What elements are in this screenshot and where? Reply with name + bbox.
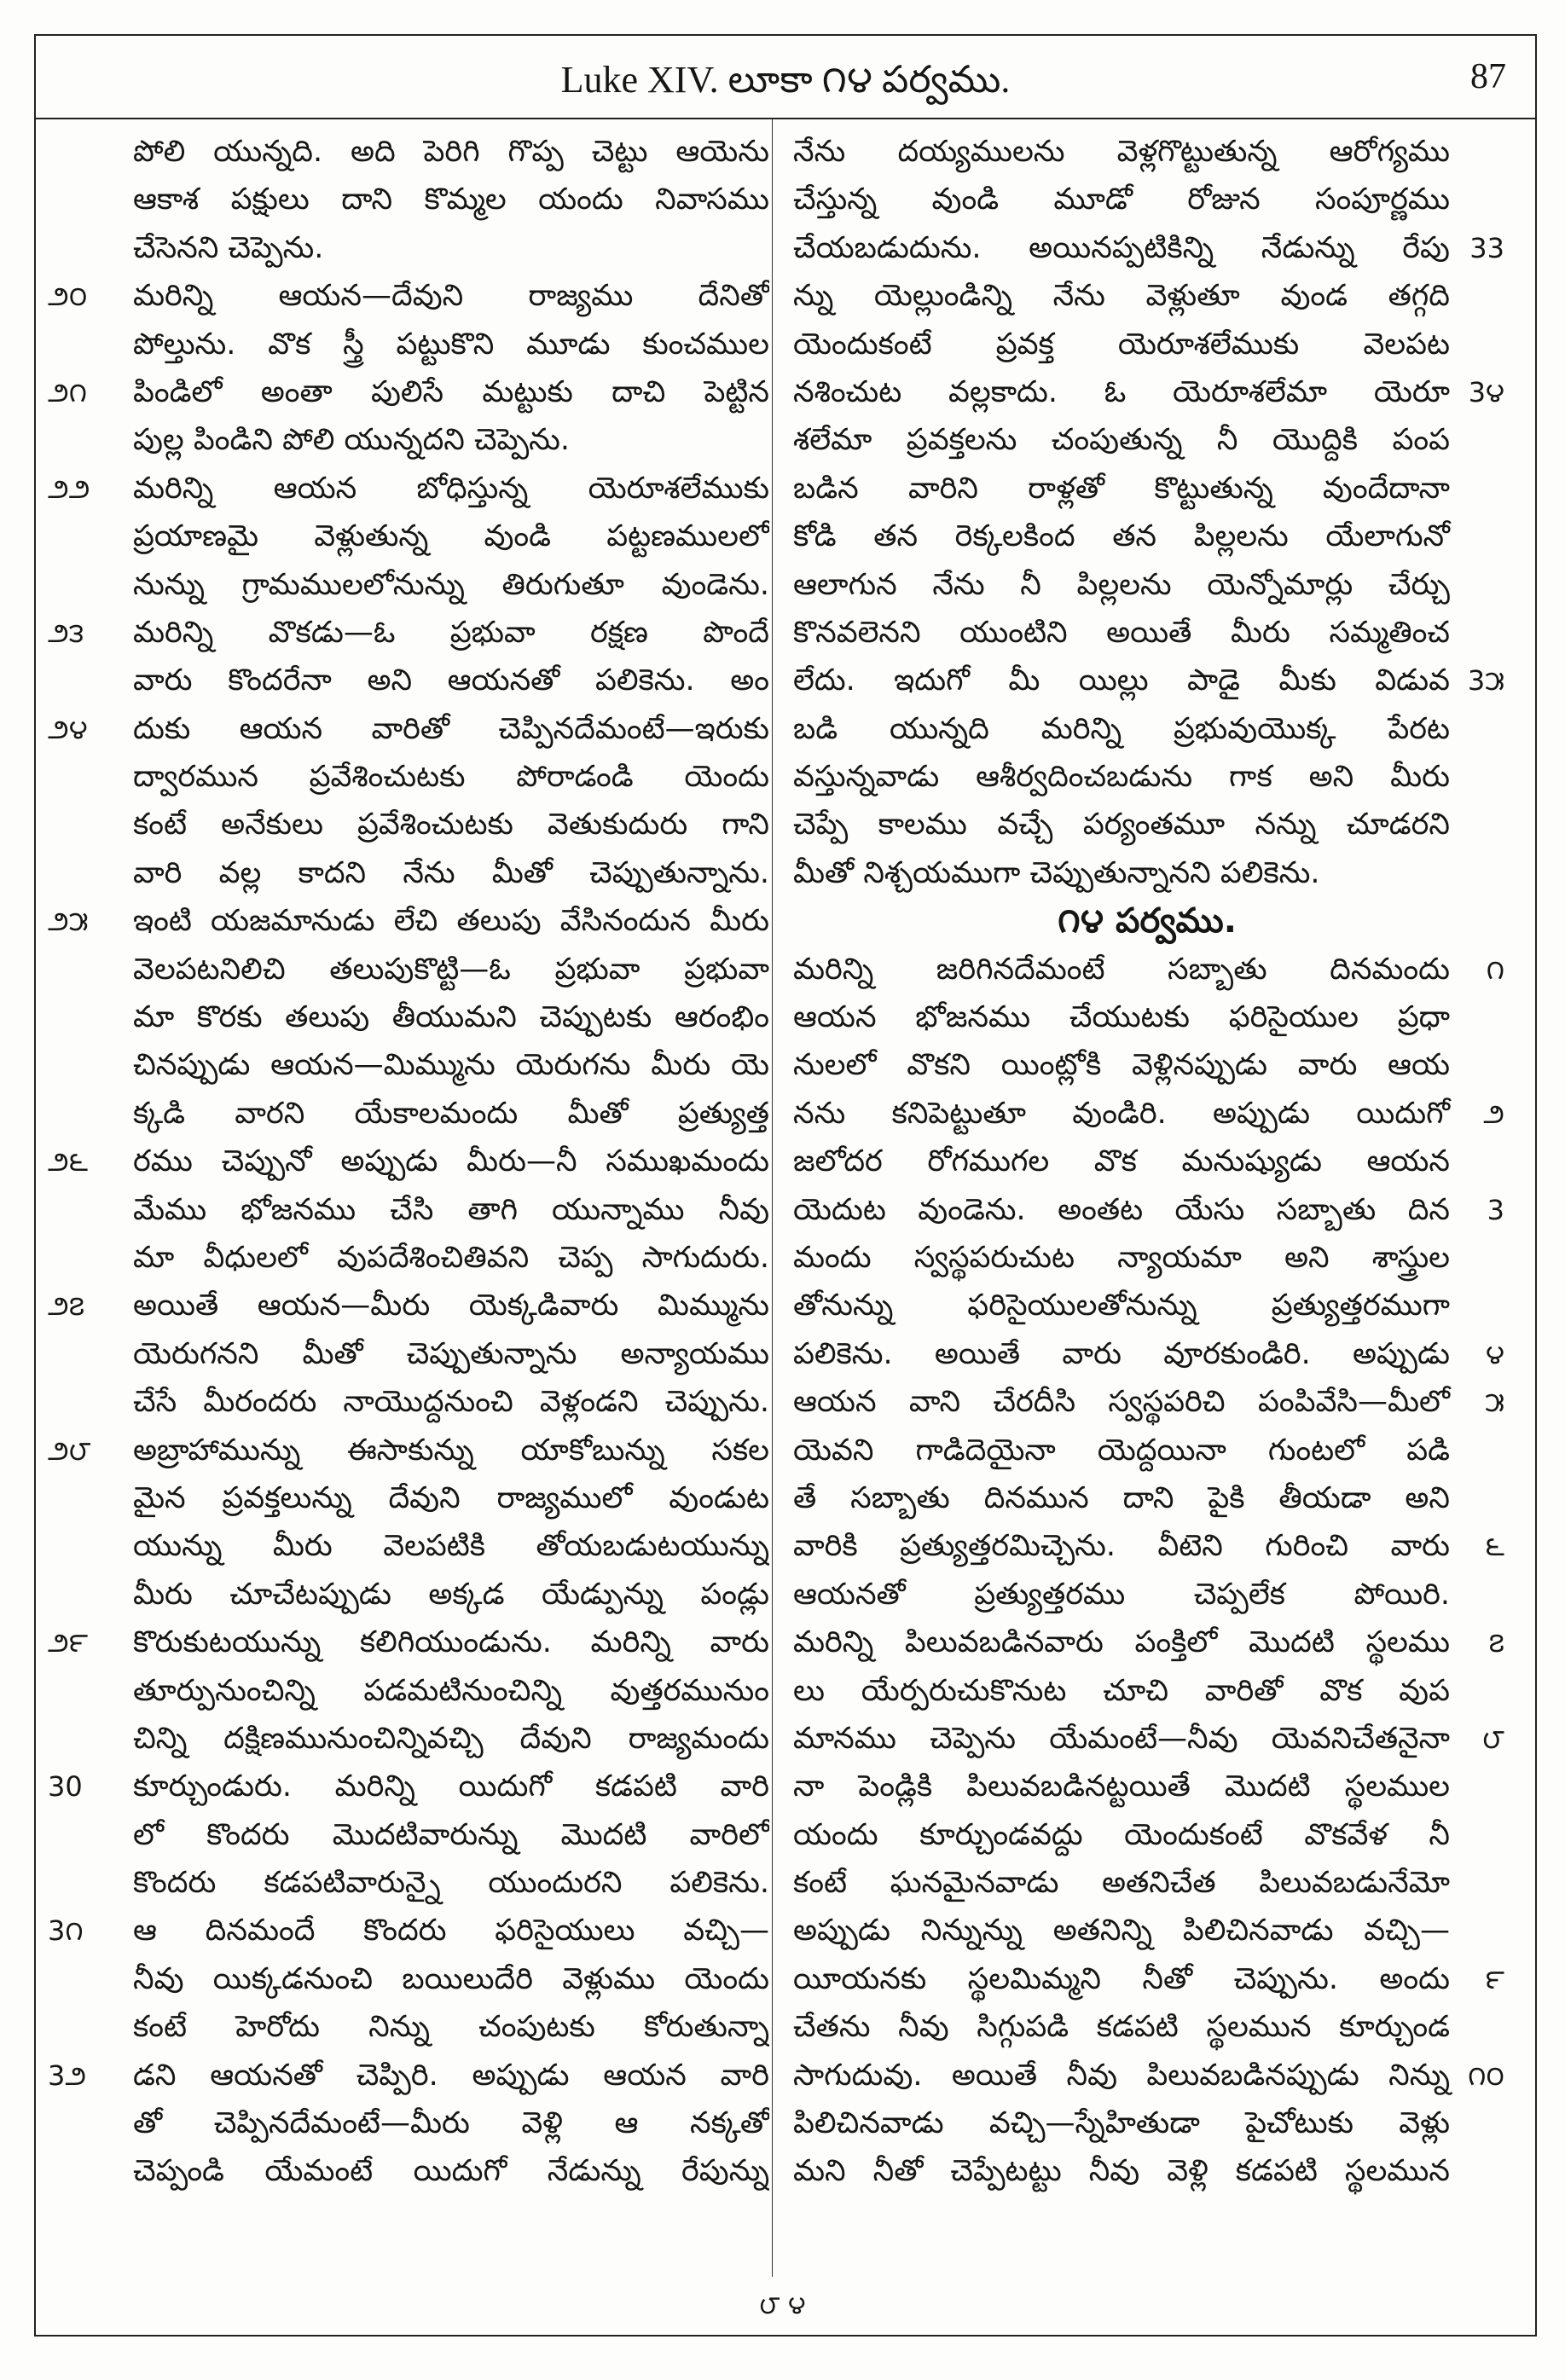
line-text: మేము భోజనము చేసి తాగి యున్నాము నీవు [133, 1192, 769, 1227]
text-line [785, 1090, 1510, 1138]
line-text: కొరుకుటయున్ను కలిగియుండును. మరిన్ని వారు [133, 1625, 769, 1660]
line-text: మైన ప్రవక్తలున్ను దేవుని రాజ్యములో వుండుట [133, 1480, 769, 1515]
verse-number: 3 [1487, 1193, 1504, 1226]
line-text: చిన్ని దక్షిణమునుంచిన్నివచ్చి దేవుని రాజ్యమందు [133, 1721, 769, 1756]
text-line [785, 801, 1510, 848]
line-text: యెవని గాడిదెయైనా యెద్దయినా గుంటలో పడి [793, 1433, 1450, 1468]
line-text: పోలి యున్నది. అది పెరిగి గొప్ప చెట్టు ఆయెను [133, 135, 769, 169]
text-line [785, 465, 1510, 512]
text-line [44, 849, 769, 897]
text-line [785, 561, 1510, 609]
text-line [44, 1859, 769, 1907]
text-line [44, 1667, 769, 1715]
line-text: రము చెప్పునో అప్పుడు మీరు—నీ సముఖమందు [133, 1144, 769, 1179]
text-line [44, 224, 769, 272]
line-text: చినప్పుడు ఆయన—మిమ్మును యెరుగను మీరు యె [133, 1048, 769, 1083]
line-text: లేదు. ఇదుగో మీ యిల్లు పాడై మీకు విడువ [793, 663, 1450, 698]
line-text: నేను దయ్యములను వెళ్లగొట్టుతున్న ఆరోగ్యము [793, 135, 1450, 169]
text-line [785, 1138, 1510, 1185]
line-text: వారికి ప్రత్యుత్తరమిచ్చెను. వీటెని గురించి వారు [793, 1529, 1450, 1564]
text-line [44, 1041, 769, 1089]
text-line [44, 176, 769, 223]
text-line [44, 2052, 769, 2099]
column-divider [772, 119, 773, 2277]
text-line [44, 512, 769, 560]
verse-number: ౭ [1488, 1626, 1504, 1659]
text-line [44, 609, 769, 657]
line-text: యెదుట వుండెను. అంతట యేసు సబ్బాతు దిన [793, 1192, 1450, 1227]
line-text: ఆ దినమందే కొందరు ఫరిసైయులు వచ్చి— [133, 1914, 769, 1949]
text-line [785, 657, 1510, 704]
line-text: లు యేర్పరుచుకొనుట చూచి వారితో వొక వుప [793, 1673, 1450, 1708]
line-text: బడిన వారిని రాళ్లతో కొట్టుతున్న వుందేదానా [793, 471, 1450, 506]
text-line [785, 1667, 1510, 1715]
text-line [44, 1234, 769, 1282]
text-line [785, 128, 1510, 176]
text-line [785, 849, 1510, 897]
verse-number: ౧ [1486, 953, 1504, 986]
text-line [785, 1859, 1510, 1907]
line-text: ఆయన వాని చేరదీసి స్వస్థపరిచి పంపివేసి—మీలో [793, 1385, 1450, 1420]
verse-number: ౨౦ [48, 280, 88, 313]
verse-number: ౨౫ [48, 905, 89, 938]
verse-number: 30 [48, 1770, 83, 1804]
text-line [44, 321, 769, 368]
line-text: లో కొందరు మొదటివారున్ను మొదటి వారిలో [133, 1817, 769, 1852]
text-line [44, 1427, 769, 1474]
text-line [785, 368, 1510, 416]
printer-signature: ౮ ౪ [759, 2290, 806, 2320]
verse-number: 3౧ [48, 1914, 84, 1948]
line-text: తూర్పునుంచిన్ని పడమటినుంచిన్ని వుత్తరమునుం [133, 1673, 769, 1708]
text-line [44, 272, 769, 320]
line-text: కొందరు కడపటివారున్నై యుందురని పలికెను. [133, 1866, 769, 1901]
line-text: మని నీతో చెప్పేటట్టు నీవు వెళ్లి కడపటి స్థలమున [793, 2154, 1450, 2189]
line-text: చేస్తున్న వుండి మూడో రోజున సంపూర్ణము [793, 182, 1450, 217]
text-line [44, 801, 769, 848]
running-header [34, 34, 1537, 119]
text-line [785, 946, 1510, 993]
text-line [44, 1330, 769, 1378]
line-text: ఆయనతో ప్రత్యుత్తరము చెప్పలేక పోయిరి. [793, 1577, 1450, 1612]
text-line [44, 368, 769, 416]
text-line [785, 1041, 1510, 1089]
text-line [785, 1907, 1510, 1954]
line-text: మా వీధులలో వుపదేశించితివని చెప్ప సాగుదురు. [133, 1240, 769, 1275]
line-text: యందు కూర్చుండవద్దు యెందుకంటే వొకవేళ నీ [793, 1817, 1450, 1852]
text-line [44, 2003, 769, 2051]
text-line [785, 272, 1510, 320]
verse-number: ౧౦ [1468, 2059, 1504, 2092]
text-line [785, 1811, 1510, 1859]
text-line [44, 993, 769, 1041]
verse-number: ౨౭ [48, 1289, 85, 1323]
text-line [785, 416, 1510, 464]
line-text: దుకు ఆయన వారితో చెప్పినదేమంటే—ఇరుకు [133, 711, 769, 746]
text-line [44, 2147, 769, 2195]
text-line [785, 1330, 1510, 1378]
line-text: నశించుట వల్లకాదు. ఓ యెరూశలేమా యెరూ [793, 374, 1450, 409]
line-text: చేతను నీవు సిగ్గుపడి కడపటి స్థలమున కూర్చుండ [793, 2010, 1450, 2045]
verse-number: ౪ [1486, 1337, 1504, 1370]
text-line [785, 2147, 1510, 2195]
line-text: కూర్చుండురు. మరిన్ని యిదుగో కడపటి వారి [133, 1769, 769, 1804]
line-text: ప్రయాణమై వెళ్లుతున్న వుండి పట్టణములలో [133, 519, 769, 554]
line-text: అయితే ఆయన—మీరు యెక్కడివారు మిమ్మును [133, 1288, 769, 1323]
verse-number: ౨౮ [48, 1433, 91, 1467]
text-line [785, 753, 1510, 801]
verse-number: ౬ [1485, 1530, 1504, 1563]
text-line [44, 1811, 769, 1859]
line-text: ఆకాశ పక్షులు దాని కొమ్మల యందు నివాసము [133, 182, 769, 217]
line-text: ద్వారమున ప్రవేశించుటకు పోరాడండి యెందు [133, 760, 769, 795]
line-text: తోనున్ను ఫరిసైయులతోనున్ను ప్రత్యుత్తరముగా [793, 1288, 1450, 1323]
text-line [44, 1474, 769, 1522]
line-text: యీయనకు స్థలమిమ్మని నీతో చెప్పును. అందు [793, 1961, 1450, 1996]
page-title: Luke XIV. లూకా ౧౪ పర్వము. [560, 59, 1011, 101]
line-text: కంటే ఘనమైనవాడు అతనిచేత పిలువబడునేమో [793, 1866, 1450, 1901]
text-line [785, 176, 1510, 223]
line-text: సాగుదువు. అయితే నీవు పిలువబడినప్పుడు నిన్ను [793, 2058, 1450, 2093]
line-text: తే సబ్బాతు దినమున దాని పైకి తీయడా అని [793, 1480, 1450, 1515]
text-line [785, 2052, 1510, 2099]
text-line [44, 1715, 769, 1763]
line-text: యున్ను మీరు వెలపటికి తోయబడుటయున్ను [133, 1529, 769, 1564]
text-line [785, 1378, 1510, 1426]
line-text: కంటే అనేకులు ప్రవేశించుటకు వెతుకుదురు గాని [133, 808, 769, 843]
line-text: నులలో వొకని యింట్లోకి వెళ్లినప్పుడు వారు ఆయ [793, 1048, 1450, 1083]
verse-number: ౨౧ [48, 375, 88, 408]
line-text: ఇంటి యజమానుడు లేచి తలుపు వేసినందున మీరు [133, 904, 769, 939]
text-line [785, 1522, 1510, 1570]
text-line [44, 1186, 769, 1234]
line-text: వస్తున్నవాడు ఆశీర్వదించబడును గాక అని మీరు [793, 760, 1450, 795]
line-text: శలేమా ప్రవక్తలను చంపుతున్న నీ యొద్దికి పంప [793, 423, 1450, 458]
verse-number: 3౪ [1468, 375, 1504, 408]
verse-number: ౨౨ [48, 472, 90, 505]
text-line [44, 657, 769, 704]
line-text: వారి వల్ల కాదని నేను మీతో చెప్పుతున్నాను. [133, 855, 769, 890]
text-line [44, 1571, 769, 1619]
line-text: మరిన్ని పిలువబడినవారు పంక్తిలో మొదటి స్థలము [793, 1625, 1450, 1660]
line-text: చేసే మీరందరు నాయొద్దనుంచి వెళ్లండని చెప్పును. [133, 1385, 769, 1420]
text-line [44, 128, 769, 176]
line-text: పిలిచినవాడు వచ్చి—స్నేహితుడా పైచోటుకు వెళ్లు [793, 2106, 1450, 2141]
text-line [44, 1090, 769, 1138]
verse-number: ౨౬ [48, 1145, 89, 1178]
text-line [44, 1763, 769, 1810]
line-text: ఆయన భోజనము చేయుటకు ఫరిసైయుల ప్రధా [793, 1000, 1450, 1035]
line-text: చెప్పండి యేమంటే యిదుగో నేడున్ను రేపున్ను [133, 2154, 769, 2189]
line-text: కంటే హెరోదు నిన్ను చంపుటకు కోరుతున్నా [133, 2010, 769, 2045]
line-text: పోల్తును. వొక స్త్రీ పట్టుకొని మూడు కుంచముల [133, 327, 769, 362]
line-text: డని ఆయనతో చెప్పిరి. అప్పుడు ఆయన వారి [133, 2058, 769, 2093]
text-line [44, 561, 769, 609]
chapter-heading: ౧౪ పర్వము. [1058, 901, 1237, 941]
text-line [785, 1282, 1510, 1329]
left-column [44, 128, 769, 2260]
text-line [44, 1619, 769, 1666]
line-text: అబ్రాహామున్ను ఈసాకున్ను యాకోబున్ను సకల [133, 1433, 769, 1468]
text-line [785, 2003, 1510, 2051]
verse-number: ౨ [1483, 1097, 1504, 1130]
text-line [785, 1715, 1510, 1763]
text-line [785, 1955, 1510, 2003]
line-text: ఆలాగున నేను నీ పిల్లలను యెన్నోమార్లు చేర్చు [793, 567, 1450, 602]
line-text: కొనవలెనని యుంటిని అయితే మీరు సమ్మతించ [793, 615, 1450, 650]
page-number: 87 [1470, 57, 1506, 96]
line-text: మా కొరకు తలుపు తీయుమని చెప్పుటకు ఆరంభిం [133, 1000, 769, 1035]
text-line [785, 1763, 1510, 1810]
text-line [44, 1378, 769, 1426]
line-text: అప్పుడు నిన్నున్ను అతనిన్ని పిలిచినవాడు వచ్చి— [793, 1914, 1450, 1949]
line-text: మానము చెప్పెను యేమంటే—నీవు యెవనిచేతనైనా [793, 1721, 1450, 1756]
line-text: న్ను యెల్లుండిన్ని నేను వెళ్లుతూ వుండ తగ్గది [793, 279, 1450, 314]
text-line [44, 1907, 769, 1954]
text-line [785, 224, 1510, 272]
text-line [44, 465, 769, 512]
line-text: చెప్పే కాలము వచ్చే పర్యంతమూ నన్ను చూడరని [793, 808, 1450, 843]
line-text: మీరు చూచేటప్పుడు అక్కడ యేడ్పున్ను పండ్లు [133, 1577, 769, 1612]
line-text: యెందుకంటే ప్రవక్త యెరూశలేముకు వెలపట [793, 327, 1450, 362]
text-line [44, 2099, 769, 2147]
line-text: నా పెండ్లికి పిలువబడినట్టయితే మొదటి స్థలముల [793, 1769, 1450, 1804]
text-line [44, 1282, 769, 1329]
verse-number: ౨౪ [48, 712, 88, 745]
text-line [44, 946, 769, 993]
line-text: బడి యున్నది మరిన్ని ప్రభువుయొక్క పేరట [793, 711, 1450, 746]
line-text: చేయబడుదును. అయినప్పటికిన్ని నేడున్ను రేపు [793, 230, 1450, 265]
line-text: మీతో నిశ్చయముగా చెప్పుతున్నానని పలికెను. [793, 855, 1320, 890]
text-line [785, 512, 1510, 560]
line-text: చేసెనని చెప్పెను. [133, 230, 324, 265]
text-line [44, 416, 769, 464]
verse-number: 3౨ [48, 2059, 87, 2092]
text-line [44, 897, 769, 945]
line-text: వెలపటనిలిచి తలుపుకొట్టి—ఓ ప్రభువా ప్రభువా [133, 952, 769, 987]
text-line [785, 2099, 1510, 2147]
text-line [785, 705, 1510, 753]
line-text: మరిన్ని జరిగినదేమంటే సబ్బాతు దినమందు [793, 952, 1450, 987]
text-line [785, 1234, 1510, 1282]
line-text: పుల్ల పిండిని పోలి యున్నదని చెప్పెను. [133, 423, 570, 458]
line-text: మరిన్ని వొకడు—ఓ ప్రభువా రక్షణ పొందే [133, 615, 769, 650]
line-text: మరిన్ని ఆయన బోధిస్తున్న యెరూశలేముకు [133, 471, 769, 506]
text-line [785, 1427, 1510, 1474]
text-line [785, 609, 1510, 657]
verse-number: ౨౯ [48, 1626, 89, 1659]
line-text: పిండిలో అంతా పులిసే మట్టుకు దాచి పెట్టిన [133, 374, 769, 409]
line-text: తో చెప్పినదేమంటే—మీరు వెళ్లి ఆ నక్కతో [133, 2106, 769, 2141]
text-line [44, 705, 769, 753]
verse-number: ౨౩ [48, 616, 84, 649]
line-text: క్కడి వారని యేకాలమందు మీతో ప్రత్యుత్త [133, 1096, 769, 1131]
verse-number: ౫ [1485, 1386, 1504, 1419]
line-text: కోడి తన రెక్కలకింద తన పిల్లలను యేలాగునో [793, 519, 1450, 554]
text-line [785, 1619, 1510, 1666]
text-line [44, 1522, 769, 1570]
text-line [785, 321, 1510, 368]
text-line [785, 1474, 1510, 1522]
text-line [44, 1955, 769, 2003]
verse-number: ౯ [1485, 1962, 1504, 1995]
line-text: మరిన్ని ఆయన—దేవుని రాజ్యము దేనితో [133, 279, 769, 314]
verse-number: 3౫ [1467, 664, 1504, 698]
text-line [785, 1186, 1510, 1234]
line-text: పలికెను. అయితే వారు వూరకుండిరి. అప్పుడు [793, 1336, 1450, 1371]
text-line [785, 1571, 1510, 1619]
right-column [785, 128, 1510, 2260]
line-text: నున్ను గ్రామములలోనున్ను తిరుగుతూ వుండెను. [133, 567, 769, 602]
verse-number: 33 [1469, 231, 1504, 264]
verse-number: ౮ [1482, 1722, 1504, 1755]
line-text: యెరుగనని మీతో చెప్పుతున్నాను అన్యాయము [133, 1336, 769, 1371]
line-text: వారు కొందరేనా అని ఆయనతో పలికెను. అం [133, 663, 769, 698]
line-text: జలోదర రోగముగల వొక మనుష్యుడు ఆయన [793, 1144, 1450, 1179]
line-text: మందు స్వస్థపరుచుట న్యాయమా అని శాస్త్రుల [793, 1240, 1450, 1275]
text-line [44, 1138, 769, 1185]
text-line [785, 993, 1510, 1041]
text-line [44, 753, 769, 801]
line-text: నీవు యిక్కడనుంచి బయిలుదేరి వెళ్లుము యెందు [133, 1961, 769, 1996]
line-text: నను కనిపెట్టుతూ వుండిరి. అప్పుడు యిదుగో [793, 1096, 1450, 1131]
